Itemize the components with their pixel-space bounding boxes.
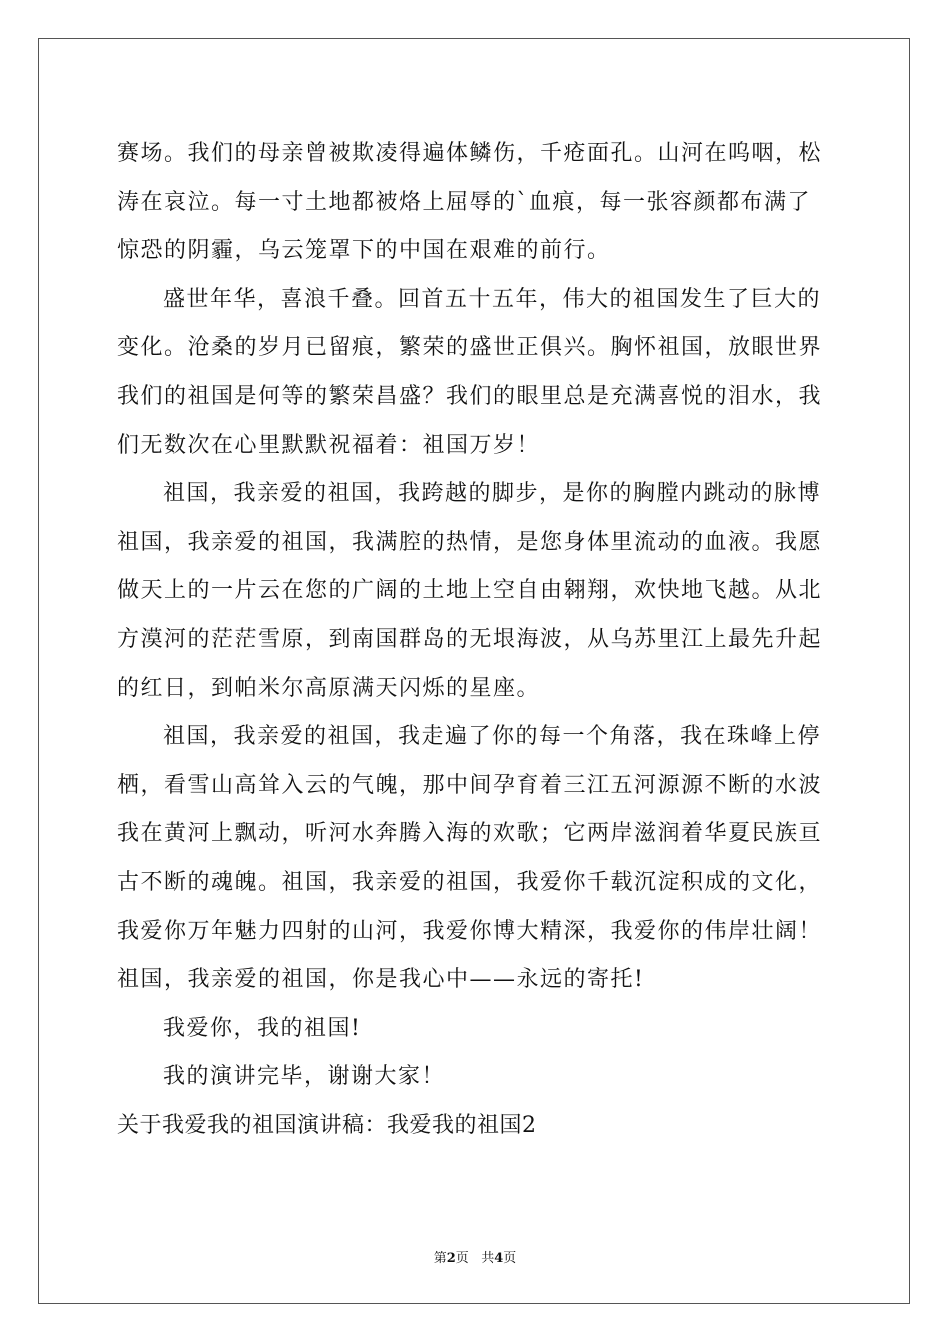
footer-suffix: 页	[503, 1251, 517, 1266]
text-line: 祖国，我亲爱的祖国，你是我心中——永远的寄托!	[117, 967, 645, 993]
text-line: 方漠河的茫茫雪原，到南国群岛的无垠海波，从乌苏里江上最先升起	[117, 626, 823, 652]
text-line: 们无数次在心里默默祝福着：祖国万岁！	[117, 432, 541, 458]
text-line: 我们的祖国是何等的繁荣昌盛？我们的眼里总是充满喜悦的泪水，我	[117, 383, 823, 409]
document-body	[117, 130, 837, 1150]
page-footer	[0, 1247, 950, 1266]
paragraph-start-line: 祖国，我亲爱的祖国，我跨越的脚步，是你的胸膛内跳动的脉博	[163, 481, 822, 507]
text-line: 我在黄河上飘动，听河水奔腾入海的欢歌；它两岸滋润着华夏民族亘	[117, 821, 823, 847]
text-line: 变化。沧桑的岁月已留痕，繁荣的盛世正俱兴。胸怀祖国，放眼世界	[117, 335, 823, 361]
text-line: 栖，看雪山高耸入云的气魄，那中间孕育着三江五河源源不断的水波	[117, 772, 823, 798]
paragraph-start-line: 盛世年华，喜浪千叠。回首五十五年，伟大的祖国发生了巨大的	[163, 286, 822, 312]
current-page-number: 2	[446, 1251, 456, 1266]
paragraph-start-line: 祖国，我亲爱的祖国，我走遍了你的每一个角落，我在珠峰上停	[163, 724, 822, 750]
text-line: 的红日，到帕米尔高原满天闪烁的星座。	[117, 675, 541, 701]
text-line: 惊恐的阴霾，乌云笼罩下的中国在艰难的前行。	[117, 238, 611, 264]
text-line: 赛场。我们的母亲曾被欺凌得遍体鳞伤，千疮面孔。山河在呜咽，松	[117, 141, 823, 166]
paragraph-start-line: 我的演讲完毕，谢谢大家！	[163, 1064, 446, 1090]
section-heading: 关于我爱我的祖国演讲稿：我爱我的祖国2	[117, 1112, 537, 1138]
footer-prefix: 第	[433, 1251, 447, 1266]
footer-middle: 页 共	[455, 1251, 495, 1266]
text-line: 做天上的一片云在您的广阔的土地上空自由翱翔，欢快地飞越。从北	[117, 578, 823, 604]
text-line: 涛在哀泣。每一寸土地都被烙上屈辱的`血痕，每一张容颜都布满了	[117, 189, 812, 215]
total-pages-number: 4	[494, 1251, 504, 1266]
text-line: 古不断的魂魄。祖国，我亲爱的祖国，我爱你千载沉淀积成的文化，	[117, 869, 823, 895]
text-line: 我爱你万年魅力四射的山河，我爱你博大精深，我爱你的伟岸壮阔！	[117, 918, 823, 944]
text-line: 祖国，我亲爱的祖国，我满腔的热情，是您身体里流动的血液。我愿	[117, 529, 823, 555]
paragraph-start-line: 我爱你，我的祖国!	[163, 1015, 362, 1041]
